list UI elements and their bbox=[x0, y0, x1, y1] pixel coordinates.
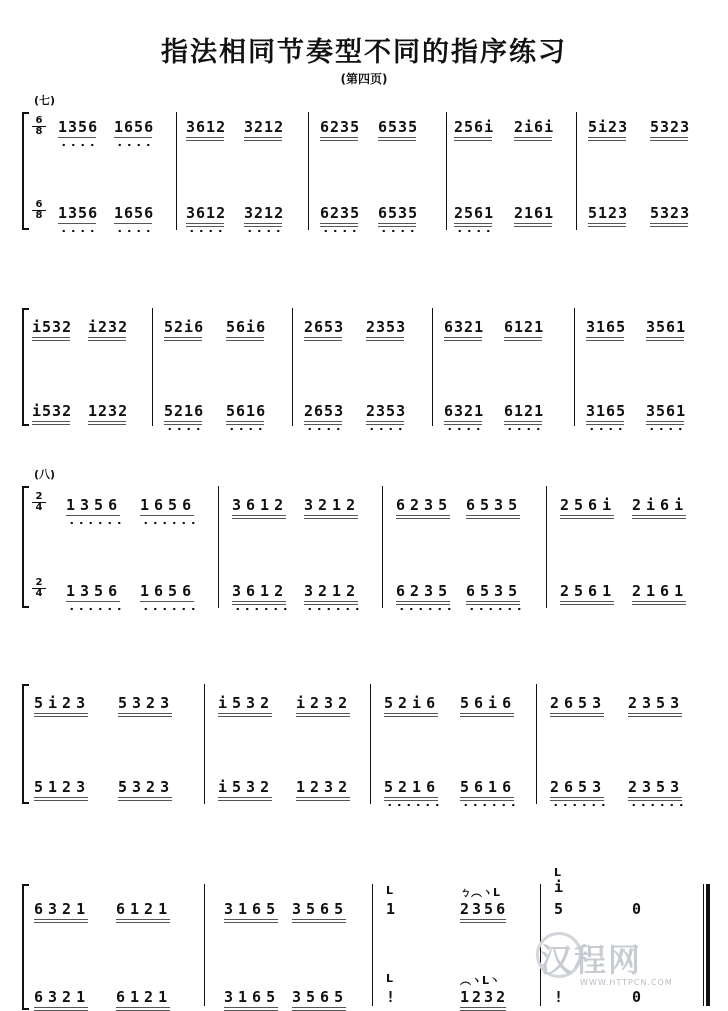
note-group: 3212 bbox=[244, 118, 284, 136]
note-group: 1232 bbox=[460, 988, 508, 1006]
note-group: 6235 bbox=[320, 204, 360, 222]
barline bbox=[446, 112, 447, 230]
note-group: 5 bbox=[554, 900, 565, 918]
note-group: 6235 bbox=[320, 118, 360, 136]
note-group: 0 bbox=[632, 988, 643, 1006]
barline bbox=[292, 308, 293, 426]
note-group: 6321 bbox=[444, 318, 484, 336]
note-group: 6121 bbox=[504, 402, 544, 420]
time-signature: 2 4 bbox=[32, 578, 46, 599]
note-group: 3212 bbox=[244, 204, 284, 222]
note-group: 2356 bbox=[460, 900, 508, 918]
final-barline-thick bbox=[706, 884, 710, 1006]
note-group: 1656 bbox=[140, 582, 196, 600]
note-group: 256i bbox=[560, 496, 616, 514]
ornament-mark: ㄅ︵ヽL bbox=[460, 886, 501, 899]
note-group: 2653 bbox=[550, 778, 606, 796]
note-group: 2i6i bbox=[632, 496, 688, 514]
barline bbox=[176, 112, 177, 230]
note-group: 3212 bbox=[304, 496, 360, 514]
note-group: 3612 bbox=[186, 204, 226, 222]
note-group: 6321 bbox=[34, 988, 90, 1006]
barline bbox=[546, 486, 547, 608]
note-group: 3561 bbox=[646, 402, 686, 420]
section-label-7: (七) bbox=[34, 94, 56, 107]
note-group: 0 bbox=[632, 900, 643, 918]
system-brace bbox=[22, 884, 29, 1010]
note-group: 2353 bbox=[366, 402, 406, 420]
note-group: 5216 bbox=[384, 778, 440, 796]
note-group: 5616 bbox=[460, 778, 516, 796]
note-group: 5123 bbox=[588, 204, 628, 222]
time-signature: 2 4 bbox=[32, 492, 46, 513]
note-group: 1356 bbox=[66, 496, 122, 514]
system-brace bbox=[22, 112, 29, 230]
note-group: 6321 bbox=[34, 900, 90, 918]
note-group: 2161 bbox=[514, 204, 554, 222]
note-group: i532 bbox=[32, 318, 72, 336]
note-group: 56i6 bbox=[226, 318, 266, 336]
note-group: 3165 bbox=[586, 402, 626, 420]
system-brace bbox=[22, 308, 29, 426]
barline bbox=[536, 684, 537, 804]
note-group: 6535 bbox=[378, 204, 418, 222]
note-group: i532 bbox=[218, 778, 274, 796]
note-group: 2353 bbox=[628, 778, 684, 796]
note-group: 6121 bbox=[116, 988, 172, 1006]
note-group: 3565 bbox=[292, 900, 348, 918]
note-group: 2161 bbox=[632, 582, 688, 600]
note-group: 1 bbox=[386, 900, 397, 918]
note-group: 3165 bbox=[586, 318, 626, 336]
ornament-mark: ︵ヽL丶 bbox=[460, 974, 501, 987]
note-group: 6235 bbox=[396, 582, 452, 600]
note-group: 1356 bbox=[66, 582, 122, 600]
note-group: 5616 bbox=[226, 402, 266, 420]
note-group: 1356 bbox=[58, 118, 98, 136]
fingering-mark: L bbox=[554, 866, 562, 879]
note-group: 1232 bbox=[296, 778, 352, 796]
barline bbox=[308, 112, 309, 230]
note-group: 6121 bbox=[116, 900, 172, 918]
note-group: 52i6 bbox=[384, 694, 440, 712]
note-group: 1656 bbox=[114, 204, 154, 222]
note-group: 3565 bbox=[292, 988, 348, 1006]
note-group: 1656 bbox=[140, 496, 196, 514]
note-group: 6235 bbox=[396, 496, 452, 514]
note-group: i532 bbox=[32, 402, 72, 420]
system-brace bbox=[22, 486, 29, 608]
note-group: 3165 bbox=[224, 988, 280, 1006]
note-group: 2561 bbox=[454, 204, 494, 222]
note-group: 52i6 bbox=[164, 318, 204, 336]
barline bbox=[432, 308, 433, 426]
final-barline-thin bbox=[703, 884, 704, 1006]
note-group: 2353 bbox=[366, 318, 406, 336]
barline bbox=[382, 486, 383, 608]
barline bbox=[218, 486, 219, 608]
note-group: 3165 bbox=[224, 900, 280, 918]
page-subtitle: (第四页) bbox=[340, 72, 388, 86]
note-group: 1232 bbox=[88, 402, 128, 420]
note-group: ! bbox=[386, 988, 397, 1006]
note-group: 56i6 bbox=[460, 694, 516, 712]
note-group: 3212 bbox=[304, 582, 360, 600]
note-group: i bbox=[554, 878, 565, 896]
barline bbox=[372, 884, 373, 1006]
note-group: 3612 bbox=[186, 118, 226, 136]
note-group: 3612 bbox=[232, 496, 288, 514]
watermark-url: WWW.HTTPCN.COM bbox=[580, 978, 673, 987]
note-group: 1656 bbox=[114, 118, 154, 136]
time-signature: 6 8 bbox=[32, 200, 46, 221]
note-group: 5123 bbox=[34, 778, 90, 796]
note-group: 5323 bbox=[118, 694, 174, 712]
barline bbox=[370, 684, 371, 804]
fingering-mark: L bbox=[386, 884, 394, 897]
score-system-1 bbox=[22, 112, 722, 230]
note-group: i532 bbox=[218, 694, 274, 712]
note-group: 1356 bbox=[58, 204, 98, 222]
note-group: 5i23 bbox=[34, 694, 90, 712]
note-group: 6535 bbox=[466, 496, 522, 514]
note-group: 6121 bbox=[504, 318, 544, 336]
score-system-2 bbox=[22, 308, 722, 426]
note-group: 2561 bbox=[560, 582, 616, 600]
system-brace bbox=[22, 684, 29, 804]
note-group: 5323 bbox=[118, 778, 174, 796]
note-group: 2353 bbox=[628, 694, 684, 712]
fingering-mark: L bbox=[386, 972, 394, 985]
note-group: ! bbox=[554, 988, 565, 1006]
page-title: 指法相同节奏型不同的指序练习 bbox=[161, 37, 567, 68]
note-group: 3612 bbox=[232, 582, 288, 600]
barline bbox=[204, 684, 205, 804]
time-signature: 6 8 bbox=[32, 116, 46, 137]
note-group: 2653 bbox=[304, 318, 344, 336]
barline bbox=[574, 308, 575, 426]
note-group: 6321 bbox=[444, 402, 484, 420]
section-label-8: (八) bbox=[34, 468, 56, 481]
note-group: 2653 bbox=[304, 402, 344, 420]
note-group: 5323 bbox=[650, 204, 690, 222]
watermark-text: 汉程网 bbox=[540, 941, 643, 979]
note-group: 6535 bbox=[378, 118, 418, 136]
note-group: 5323 bbox=[650, 118, 690, 136]
score-system-3 bbox=[22, 486, 722, 608]
note-group: 5216 bbox=[164, 402, 204, 420]
score-system-4 bbox=[22, 684, 722, 804]
note-group: 5i23 bbox=[588, 118, 628, 136]
note-group: 2i6i bbox=[514, 118, 554, 136]
note-group: 2653 bbox=[550, 694, 606, 712]
note-group: i232 bbox=[88, 318, 128, 336]
note-group: 6535 bbox=[466, 582, 522, 600]
barline bbox=[152, 308, 153, 426]
barline bbox=[576, 112, 577, 230]
barline bbox=[204, 884, 205, 1006]
note-group: i232 bbox=[296, 694, 352, 712]
note-group: 3561 bbox=[646, 318, 686, 336]
note-group: 256i bbox=[454, 118, 494, 136]
